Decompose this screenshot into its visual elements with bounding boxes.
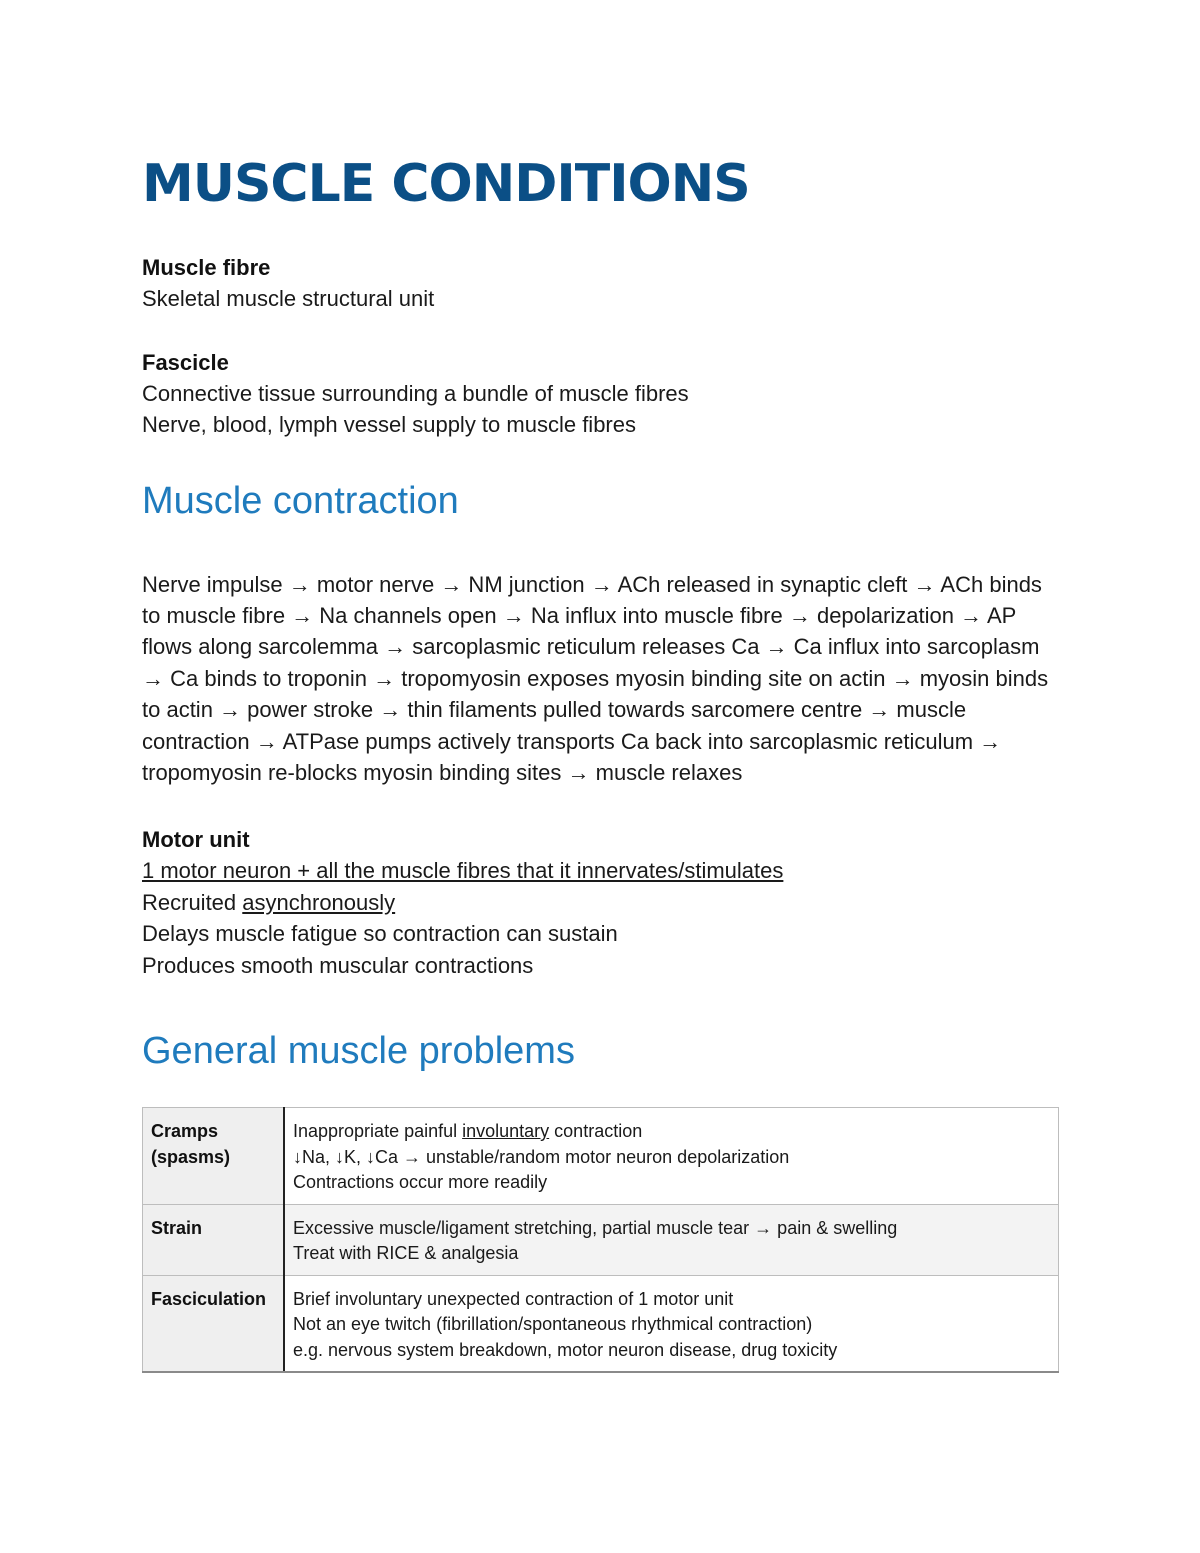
document-page <box>142 150 1062 1075</box>
cramps-line-3: Contractions occur more readily <box>293 1172 548 1192</box>
fascicle-line-1: Connective tissue surrounding a bundle of muscle fibres <box>142 380 689 406</box>
muscle-fibre-definition: Skeletal muscle structural unit <box>142 286 435 311</box>
muscle-fibre-term: Muscle fibre <box>142 255 271 280</box>
table-row <box>143 1108 1059 1205</box>
cramps-name-cell: Cramps (spasms) <box>143 1108 285 1205</box>
muscle-fibre-section <box>142 252 1062 315</box>
motor-unit-line-4: Produces smooth muscular contractions <box>142 952 534 978</box>
motor-unit-term: Motor unit <box>142 827 250 853</box>
muscle-contraction-sequence: Nerve impulse → motor nerve → NM junction → ACh released in synaptic cleft → ACh binds to muscle fibre → Na channels open → Na influx into muscle fibre → depolarization → AP flows along sarcolemma → sarcoplasmic reticulum releases Ca → Ca influx into sarcoplasm → Ca binds to troponin → tropomyosin exposes myosin binding site on actin → myosin binds to actin → power stroke → thin filaments pulled towards sarcomere centre → muscle contraction → ATPase pumps actively transports Ca back into sarcoplasmic reticulum → tropomyosin re-blocks myosin binding sites → muscle relaxes <box>142 571 1049 785</box>
fascicle-term: Fascicle <box>142 349 229 375</box>
recruited-asynchronously: asynchronously <box>242 889 396 915</box>
cramps-line-1-suffix: contraction <box>549 1121 643 1141</box>
motor-unit-recruited <box>142 887 1062 919</box>
muscle-contraction-heading: Muscle contraction <box>142 479 459 522</box>
motor-unit-line-3: Delays muscle fatigue so contraction can sustain <box>142 921 618 947</box>
table-row <box>143 1204 1059 1275</box>
strain-description-cell <box>284 1204 1059 1275</box>
fascicle-section <box>142 347 1062 441</box>
fasciculation-description-cell <box>284 1275 1059 1372</box>
cramps-involuntary: involuntary <box>462 1121 550 1141</box>
table-row <box>143 1275 1059 1372</box>
fasciculation-line-1: Brief involuntary unexpected contraction of 1 motor unit <box>293 1288 734 1309</box>
fasciculation-line-3: e.g. nervous system breakdown, motor neuron disease, drug toxicity <box>293 1339 838 1360</box>
fasciculation-name-cell: Fasciculation <box>143 1275 285 1372</box>
strain-line-1: Excessive muscle/ligament stretching, partial muscle tear → pain & swelling <box>293 1217 898 1238</box>
motor-unit-definition <box>142 855 1062 887</box>
motor-unit-definition-text: 1 motor neuron + all the muscle fibres that it innervates/stimulates <box>142 858 784 884</box>
cramps-line-1-prefix: Inappropriate painful <box>293 1121 463 1141</box>
cramps-line-1 <box>293 1119 1050 1145</box>
strain-line-2: Treat with RICE & analgesia <box>293 1243 519 1263</box>
fascicle-line-2: Nerve, blood, lymph vessel supply to muscle fibres <box>142 412 636 437</box>
fasciculation-line-2: Not an eye twitch (fibrillation/spontaneous rhythmical contraction) <box>293 1314 813 1334</box>
recruited-prefix: Recruited <box>142 889 243 915</box>
general-problems-heading: General muscle problems <box>142 1030 575 1073</box>
document-title: MUSCLE CONDITIONS <box>142 154 750 214</box>
cramps-line-2: ↓Na, ↓K, ↓Ca → unstable/random motor neuron depolarization <box>293 1146 790 1167</box>
motor-unit-section <box>142 824 1062 981</box>
strain-name-cell: Strain <box>143 1204 285 1275</box>
cramps-description-cell <box>284 1108 1059 1205</box>
muscle-problems-table <box>142 1107 1059 1373</box>
